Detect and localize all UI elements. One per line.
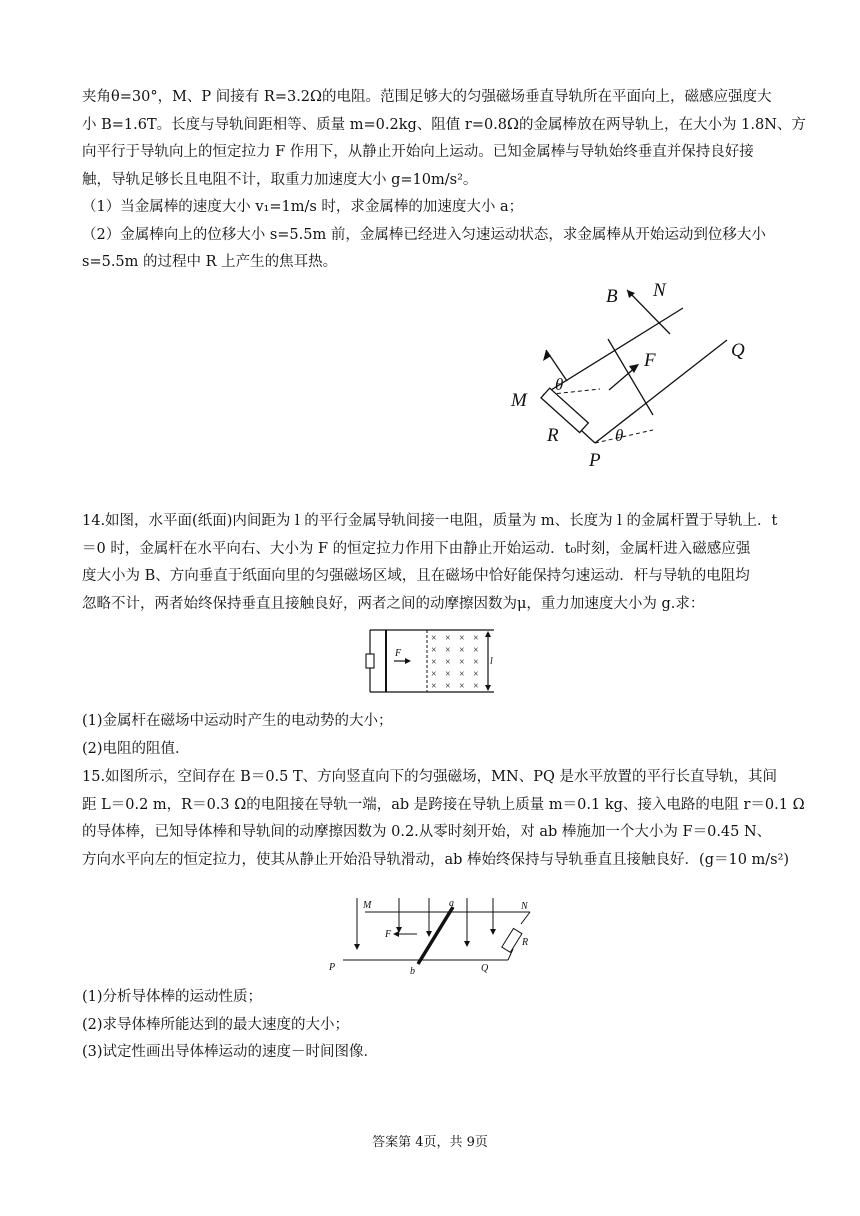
q14-dim-arrowhead-bottom bbox=[485, 685, 491, 691]
q14-resistor bbox=[366, 654, 374, 668]
q15-field-arrowhead bbox=[464, 941, 470, 947]
q15-resistor bbox=[502, 928, 522, 952]
q14-field-cross: × bbox=[445, 645, 451, 656]
q14-field-cross: × bbox=[473, 669, 479, 680]
q14-sub-1: (1)金属杆在磁场中运动时产生的电动势的大小； bbox=[82, 713, 393, 729]
q13-normal-arrowhead bbox=[543, 350, 551, 361]
q13-label-b: B bbox=[606, 286, 618, 307]
q13-stem bbox=[82, 84, 806, 277]
q15-label-n: N bbox=[521, 901, 528, 912]
q13-label-theta-top: θ bbox=[555, 375, 564, 394]
q13-line-2: 小 B=1.6T。长度与导轨间距相等、质量 m=0.2kg、阻值 r=0.8Ω的金属棒放在两导轨上，在大小为 1.8N、方 bbox=[82, 116, 806, 133]
q14-field-cross: × bbox=[445, 633, 451, 644]
q13-line-3: 向平行于导轨向上的恒定拉力 F 作用下，从静止开始向上运动。已知金属棒与导轨始终垂直并保持良好接 bbox=[82, 144, 754, 160]
q15-line-1: 15.如图所示，空间存在 B＝0.5 T、方向竖直向下的匀强磁场，MN、PQ 是水平放置的平行长直导轨，其间 bbox=[82, 769, 777, 785]
q14-stem bbox=[82, 508, 782, 618]
q13-label-m: M bbox=[511, 390, 527, 411]
q15-connector-top bbox=[521, 912, 530, 924]
q15-field-arrowhead bbox=[354, 944, 360, 950]
q14-field-cross: × bbox=[431, 633, 437, 644]
q14-figure bbox=[364, 625, 498, 697]
q13-label-f: F bbox=[644, 350, 656, 371]
q13-label-n: N bbox=[653, 280, 666, 301]
q15-subquestions bbox=[82, 984, 782, 1067]
q13-sub-2-line-2: s=5.5m 的过程中 R 上产生的焦耳热。 bbox=[82, 254, 338, 270]
q15-line-3: 的导体棒，已知导体棒和导轨间的动摩擦因数为 0.2.从零时刻开始，对 ab 棒施加一个大小为 F＝0.45 N、 bbox=[82, 824, 772, 840]
q14-field-cross: × bbox=[459, 633, 465, 644]
q14-field-cross: × bbox=[431, 669, 437, 680]
q13-label-p: P bbox=[589, 450, 601, 471]
q14-field-cross: × bbox=[431, 645, 437, 656]
q15-rod-ab bbox=[418, 907, 453, 964]
q13-line-1: 夹角θ=30°，M、P 间接有 R=3.2Ω的电阻。范围足够大的匀强磁场垂直导轨所在平面向上，磁感应强度大 bbox=[82, 89, 772, 105]
q15-label-m: M bbox=[363, 900, 372, 911]
q15-label-p: P bbox=[329, 962, 336, 973]
q13-figure bbox=[505, 278, 770, 473]
q14-field-cross: × bbox=[473, 657, 479, 668]
q15-label-b: b bbox=[410, 966, 415, 977]
q14-f-arrowhead bbox=[405, 658, 411, 664]
q15-field-arrowhead bbox=[490, 929, 496, 935]
q14-line-4: 忽略不计，两者始终保持垂直且接触良好，两者之间的动摩擦因数为μ，重力加速度大小为 g.求： bbox=[82, 595, 705, 612]
q14-field-cross: × bbox=[445, 669, 451, 680]
q13-label-r: R bbox=[547, 425, 559, 446]
q13-sub-1: （1）当金属棒的速度大小 v₁=1m/s 时，求金属棒的加速度大小 a； bbox=[82, 199, 524, 215]
q14-field-cross: × bbox=[459, 645, 465, 656]
q15-label-a: a bbox=[449, 898, 454, 909]
q15-label-f: F bbox=[385, 929, 392, 940]
q15-field-arrowhead bbox=[426, 931, 432, 937]
q14-field-cross: × bbox=[459, 681, 465, 692]
page-footer: 答案第 4页，共 9页 bbox=[372, 1135, 488, 1150]
q14-field-cross: × bbox=[431, 681, 437, 692]
q14-field-cross: × bbox=[459, 657, 465, 668]
q15-sub-3: (3)试定性画出导体棒运动的速度－时间图像． bbox=[82, 1044, 379, 1060]
q14-line-2: ＝0 时，金属杆在水平向右、大小为 F 的恒定拉力作用下由静止开始运动．t₀时刻，金属杆进入磁感应强 bbox=[82, 540, 751, 557]
q14-field-crosses bbox=[431, 633, 479, 692]
q13-line-4: 触，导轨足够长且电阻不计，取重力加速度大小 g=10m/s²。 bbox=[82, 171, 478, 188]
q14-field-cross: × bbox=[473, 633, 479, 644]
q15-f-arrowhead bbox=[393, 931, 399, 937]
q14-field-cross: × bbox=[459, 669, 465, 680]
q14-field-cross: × bbox=[473, 681, 479, 692]
q13-label-q: Q bbox=[731, 340, 745, 361]
q14-subquestions bbox=[82, 708, 782, 763]
q13-label-theta-bottom: θ bbox=[615, 426, 624, 445]
q15-label-r: R bbox=[522, 937, 529, 948]
q14-dim-arrowhead-top bbox=[485, 631, 491, 637]
q15-label-q: Q bbox=[481, 963, 489, 974]
q14-field-cross: × bbox=[431, 657, 437, 668]
q13-rail-mn bbox=[543, 308, 683, 395]
q15-line-2: 距 L＝0.2 m，R＝0.3 Ω的电阻接在导轨一端，ab 是跨接在导轨上质量 m＝0.1 kg、接入电路的电阻 r＝0.1 Ω bbox=[82, 796, 805, 813]
q15-sub-1: (1)分析导体棒的运动性质； bbox=[82, 989, 263, 1005]
q15-stem bbox=[82, 764, 805, 874]
q15-figure bbox=[325, 895, 540, 980]
q14-sub-2: (2)电阻的阻值． bbox=[82, 740, 190, 757]
q14-label-f: F bbox=[395, 648, 402, 659]
q15-sub-2: (2)求导体棒所能达到的最大速度的大小； bbox=[82, 1016, 350, 1033]
q15-field-arrows bbox=[354, 898, 496, 950]
q14-line-1: 14.如图，水平面(纸面)内间距为 l 的平行金属导轨间接一电阻，质量为 m、长度为 l 的金属杆置于导轨上．t bbox=[82, 513, 778, 529]
q14-field-cross: × bbox=[445, 681, 451, 692]
q13-sub-2-line-1: （2）金属棒向上的位移大小 s=5.5m 前，金属棒已经进入匀速运动状态，求金属棒从开始运动到位移大小 bbox=[82, 226, 766, 243]
q14-line-3: 度大小为 B、方向垂直于纸面向里的匀强磁场区域，且在磁场中恰好能保持匀速运动．杆与导轨的电阻均 bbox=[82, 568, 750, 584]
q14-label-l: l bbox=[490, 656, 493, 667]
q15-line-4: 方向水平向左的恒定拉力，使其从静止开始沿导轨滑动，ab 棒始终保持与导轨垂直且接触良好．(g＝10 m/s²) bbox=[82, 851, 790, 868]
q14-field-cross: × bbox=[473, 645, 479, 656]
q14-field-cross: × bbox=[445, 657, 451, 668]
